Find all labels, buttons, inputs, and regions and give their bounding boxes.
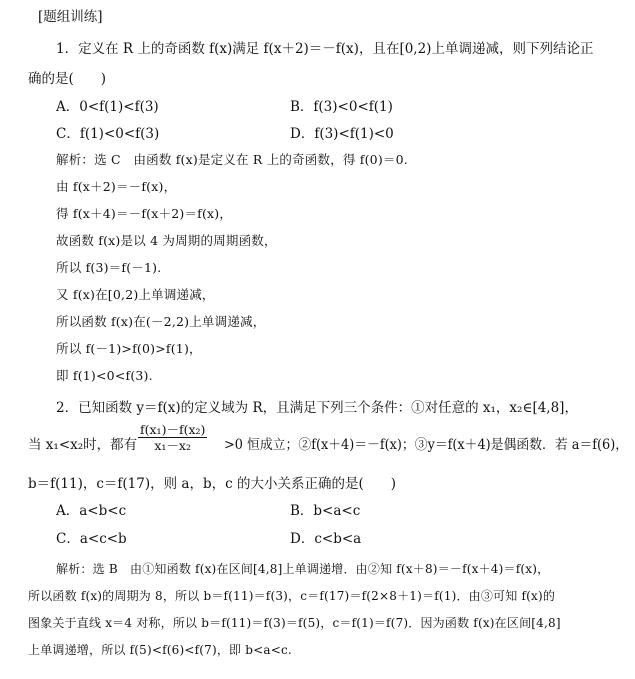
q2-stem-line-1: 2．已知函数 y＝f(x)的定义域为 R，且满足下列三个条件：①对任意的 x₁，x₂∈[4,8]， xyxy=(56,400,578,416)
q2-option-b: B．b<a<c xyxy=(290,503,361,519)
sol2-line: 上单调递增，所以 f(5)<f(6)<f(7)，即 b<a<c. xyxy=(28,643,292,657)
fraction-denominator: x₁－x₂ xyxy=(154,438,191,453)
sol1-line: 得 f(x＋4)＝－f(x＋2)＝f(x)， xyxy=(56,206,233,221)
q1-option-c: C．f(1)<0<f(3) xyxy=(56,126,160,142)
sol2-line: 图象关于直线 x＝4 对称，所以 b＝f(11)＝f(3)＝f(5)，c＝f(1)＝f(7)．因为函数 f(x)在区间[4,8] xyxy=(28,616,561,630)
sol2-line: 解析：选 B 由①知函数 f(x)在区间[4,8]上单调递增．由②知 f(x＋8)＝－f(x＋4)＝f(x)， xyxy=(56,562,550,576)
q1-option-b: B．f(3)<0<f(1) xyxy=(290,99,393,115)
sol2-line: 所以函数 f(x)的周期为 8，所以 b＝f(11)＝f(3)，c＝f(17)＝f(2×8＋1)＝f(1)．由③可知 f(x)的 xyxy=(28,589,556,603)
q1-stem-line-2: 确的是( ) xyxy=(28,71,107,87)
q2-option-c: C．a<c<b xyxy=(56,531,127,547)
q2-stem-line-3: b＝f(11)，c＝f(17)，则 a，b，c 的大小关系正确的是( ) xyxy=(28,476,396,492)
sol1-line: 解析：选 C 由函数 f(x)是定义在 R 上的奇函数，得 f(0)＝0. xyxy=(56,152,408,167)
q1-option-d: D．f(3)<f(1)<0 xyxy=(290,126,394,142)
q2-stem-line-2-post: >0 恒成立；②f(x＋4)＝－f(x)；③y＝f(x＋4)是偶函数．若 a＝f(6)， xyxy=(224,437,629,453)
section-header: [题组训练] xyxy=(38,9,103,25)
q2-fraction xyxy=(138,422,207,453)
fraction-numerator: f(x₁)－f(x₂) xyxy=(140,422,206,437)
q2-option-d: D．c<b<a xyxy=(290,531,362,547)
sol1-line: 所以函数 f(x)在(－2,2)上单调递减， xyxy=(56,314,266,329)
sol1-line: 即 f(1)<0<f(3). xyxy=(56,368,153,383)
sol1-line: 又 f(x)在[0,2)上单调递减， xyxy=(56,287,215,302)
sol1-line: 故函数 f(x)是以 4 为周期的周期函数， xyxy=(56,233,277,248)
sol1-line: 所以 f(－1)>f(0)>f(1)， xyxy=(56,341,202,356)
q1-stem-line-1: 1．定义在 R 上的奇函数 f(x)满足 f(x＋2)＝－f(x)，且在[0,2)上单调递减，则下列结论正 xyxy=(56,41,594,57)
sol1-line: 所以 f(3)＝f(－1). xyxy=(56,260,162,275)
q1-option-a: A．0<f(1)<f(3) xyxy=(56,99,159,115)
q2-option-a: A．a<b<c xyxy=(56,503,127,519)
sol1-line: 由 f(x＋2)＝－f(x)， xyxy=(56,179,177,194)
q2-stem-line-2-pre: 当 x₁<x₂时，都有 xyxy=(28,437,138,453)
